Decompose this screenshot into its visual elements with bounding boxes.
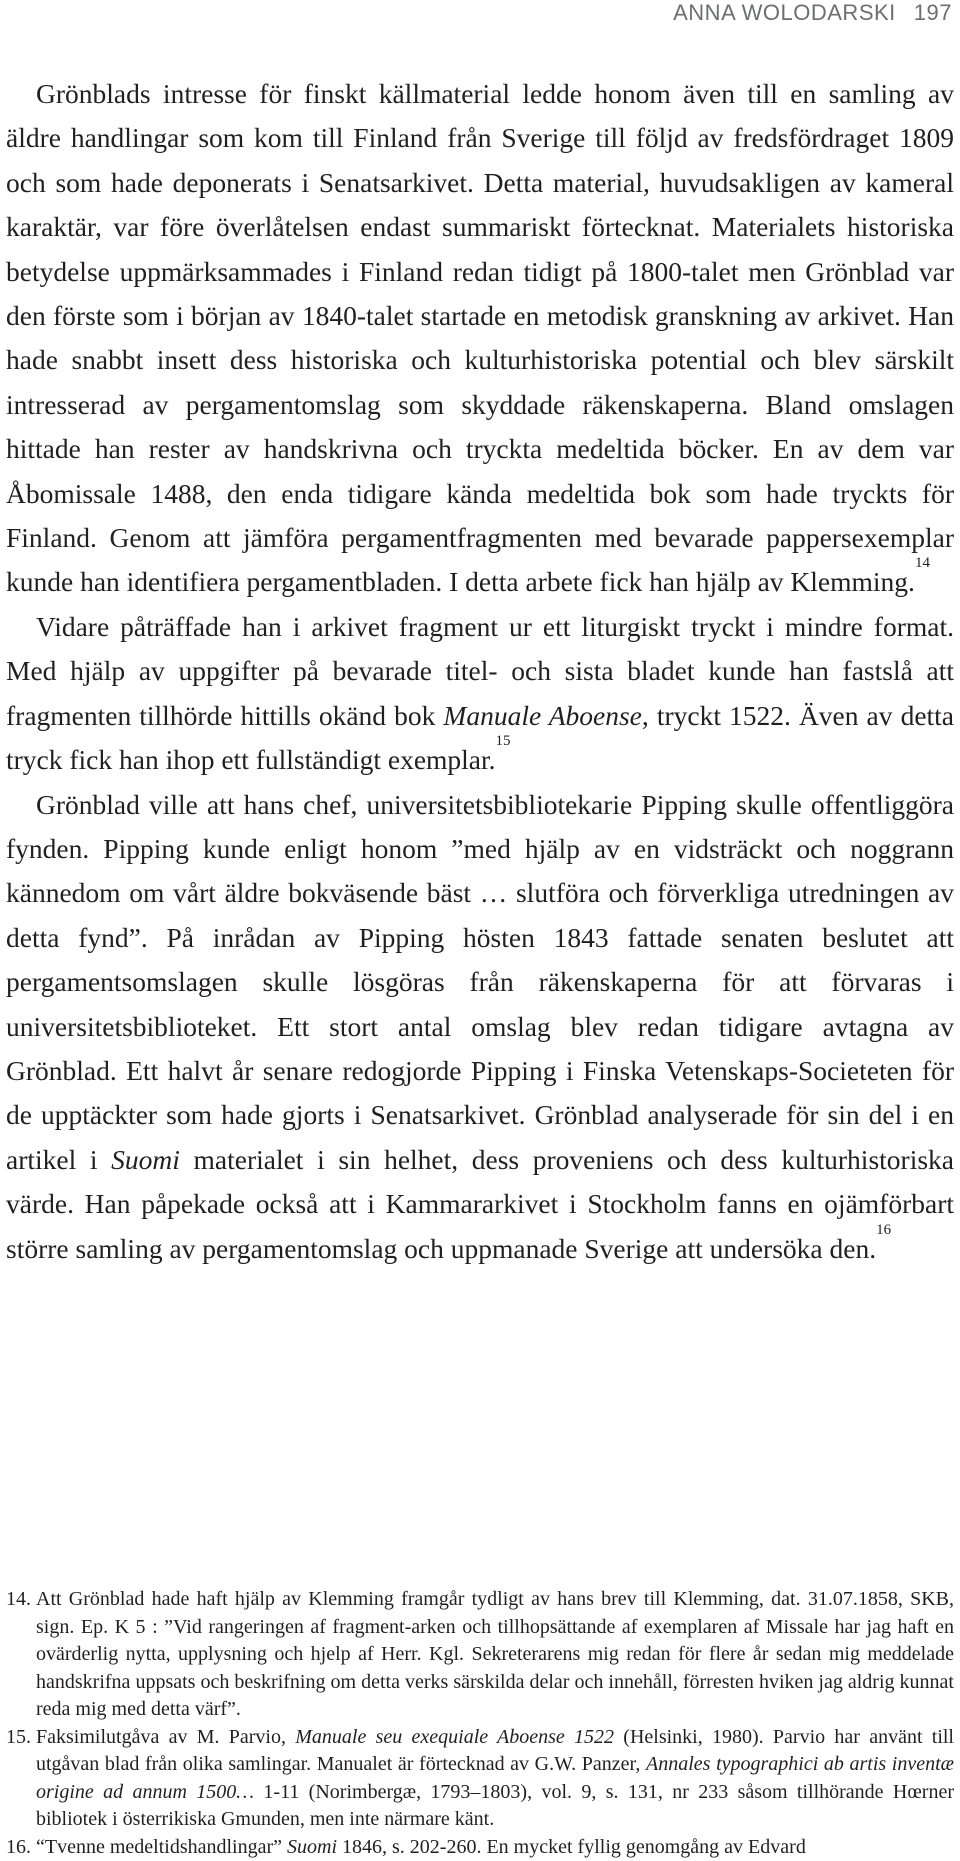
- footnote-16-text-before: “Tvenne medeltidshandlingar”: [36, 1836, 287, 1858]
- paragraph-2: [6, 605, 954, 783]
- footnote-ref-16[interactable]: 16: [876, 1222, 891, 1238]
- footnote-15-text-after: 1-11 (Norimbergæ, 1793–1803), vol. 9, s. 131, nr 233 såsom tillhörande Hœrner bibliotek i österrikiska Gmunden, men inte närmare känt.: [36, 1781, 954, 1831]
- paragraph-2-book-title: Manuale Aboense: [443, 700, 641, 731]
- footnote-14-number: 14.: [6, 1586, 36, 1724]
- paragraph-1-text: Grönblads intresse för finskt källmaterial ledde honom även till en samling av äldre handlingar som kom till Finland från Sverige till följd av fredsfördraget 1809 och som hade deponerats i Senatsarkivet. Detta material, huvudsakligen av kameral karaktär, var före överlåtelsen endast summariskt förtecknat. Materialets historiska betydelse uppmärksammades i Finland redan tidigt på 1800-talet men Grönblad var den förste som i början av 1840-talet startade en metodisk granskning av arkivet. Han hade snabbt insett dess historiska och kulturhistoriska potential och blev särskilt intresserad av pergamentomslag som skyddade räkenskaperna. Bland omslagen hittade han rester av handskrivna och tryckta medeltida böcker. En av dem var Åbomissale 1488, den enda tidigare kända medeltida bok som hade tryckts för Finland. Genom att jämföra pergamentfragmenten med bevarade pappersexemplar kunde han identifiera pergamentbladen. I detta arbete fick han hjälp av Klemming.: [6, 78, 954, 597]
- paragraph-2-text-before: Vidare påträffade han i arkivet fragment ur ett liturgiskt tryckt i mindre format. Med hjälp av uppgifter på bevarade titel- och sista bladet kunde han fastslå att fragmenten tillhörde hittills okänd bok: [6, 611, 954, 731]
- footnote-16-text: [36, 1834, 954, 1861]
- page-number: 197: [914, 0, 952, 25]
- footnote-16-text-after: 1846, s. 202-260. En mycket fyllig genomgång av Edvard: [337, 1836, 806, 1858]
- running-head: [673, 0, 952, 30]
- paragraph-3-text-before: Grönblad ville att hans chef, universitetsbibliotekarie Pipping skulle offentliggöra fynden. Pipping kunde enligt honom ”med hjälp av en vidsträckt och noggrann kännedom om vårt äldre bokväsende bäst … slutföra och förverkliga utredningen av detta fynd”. På inrådan av Pipping hösten 1843 fattade senaten beslutet att pergamentsomslagen skulle lösgöras från räkenskaperna för att förvaras i universitetsbiblioteket. Ett stort antal omslag blev redan tidigare avtagna av Grönblad. Ett halvt år senare redogjorde Pipping i Finska Vetenskaps-Societeten för de upptäckter som hade gjorts i Senatsarkivet. Grönblad analyserade för sin del i en artikel i: [6, 789, 954, 1175]
- footnote-15-number: 15.: [6, 1724, 36, 1834]
- footnote-15-text: [36, 1724, 954, 1834]
- footnote-15-title-1: Manuale seu exequiale Aboense 1522: [295, 1726, 614, 1748]
- footnotes: [6, 1586, 954, 1861]
- footnote-15-title-2: Annales typographici ab artis inventæ origine ad annum 1500…: [36, 1753, 954, 1803]
- paragraph-3-journal-title: Suomi: [111, 1144, 180, 1175]
- running-head-author: ANNA WOLODARSKI: [673, 0, 896, 25]
- footnote-16-journal-title: Suomi: [287, 1836, 337, 1858]
- body-text: [6, 72, 954, 1271]
- paragraph-3-text-after: materialet i sin helhet, dess proveniens och dess kulturhistoriska värde. Han påpekade också att i Kammararkivet i Stockholm fanns en ojämförbart större samling av pergamentomslag och uppmanade Sverige att undersöka den.: [6, 1144, 954, 1264]
- footnote-14-text: Att Grönblad hade haft hjälp av Klemming framgår tydligt av hans brev till Klemming, dat. 31.07.1858, SKB, sign. Ep. K 5 : ”Vid rangeringen af fragment-arken och tillhopsättande af exemplaren af Missale har jag haft en ovärderlig nytta, upplysning och hjelp af Herr. Kgl. Sekreterarens mig redan för flere år sedan mig meddelade handskrifna uppsats och beskrifning om detta verks särskilda delar och innehåll, förresten hviken jag aldrig kunnat reda mig med detta värf”.: [36, 1586, 954, 1724]
- footnote-16-number: 16.: [6, 1834, 36, 1861]
- paragraph-1: [6, 72, 954, 605]
- footnote-ref-15[interactable]: 15: [496, 733, 511, 749]
- paragraph-2-text-after: , tryckt 1522. Även av detta tryck fick han ihop ett fullständigt exemplar.: [6, 700, 954, 775]
- footnote-15-text-before: Faksimilutgåva av M. Parvio,: [36, 1726, 295, 1748]
- footnote-15: [6, 1724, 954, 1834]
- paragraph-3: [6, 783, 954, 1271]
- footnote-16: [6, 1834, 954, 1861]
- footnote-15-text-middle: (Helsinki, 1980). Parvio har använt till utgåvan blad från olika samlingar. Manualet är förtecknad av G.W. Panzer,: [36, 1726, 954, 1776]
- footnote-14: [6, 1586, 954, 1724]
- footnote-ref-14[interactable]: 14: [915, 555, 930, 571]
